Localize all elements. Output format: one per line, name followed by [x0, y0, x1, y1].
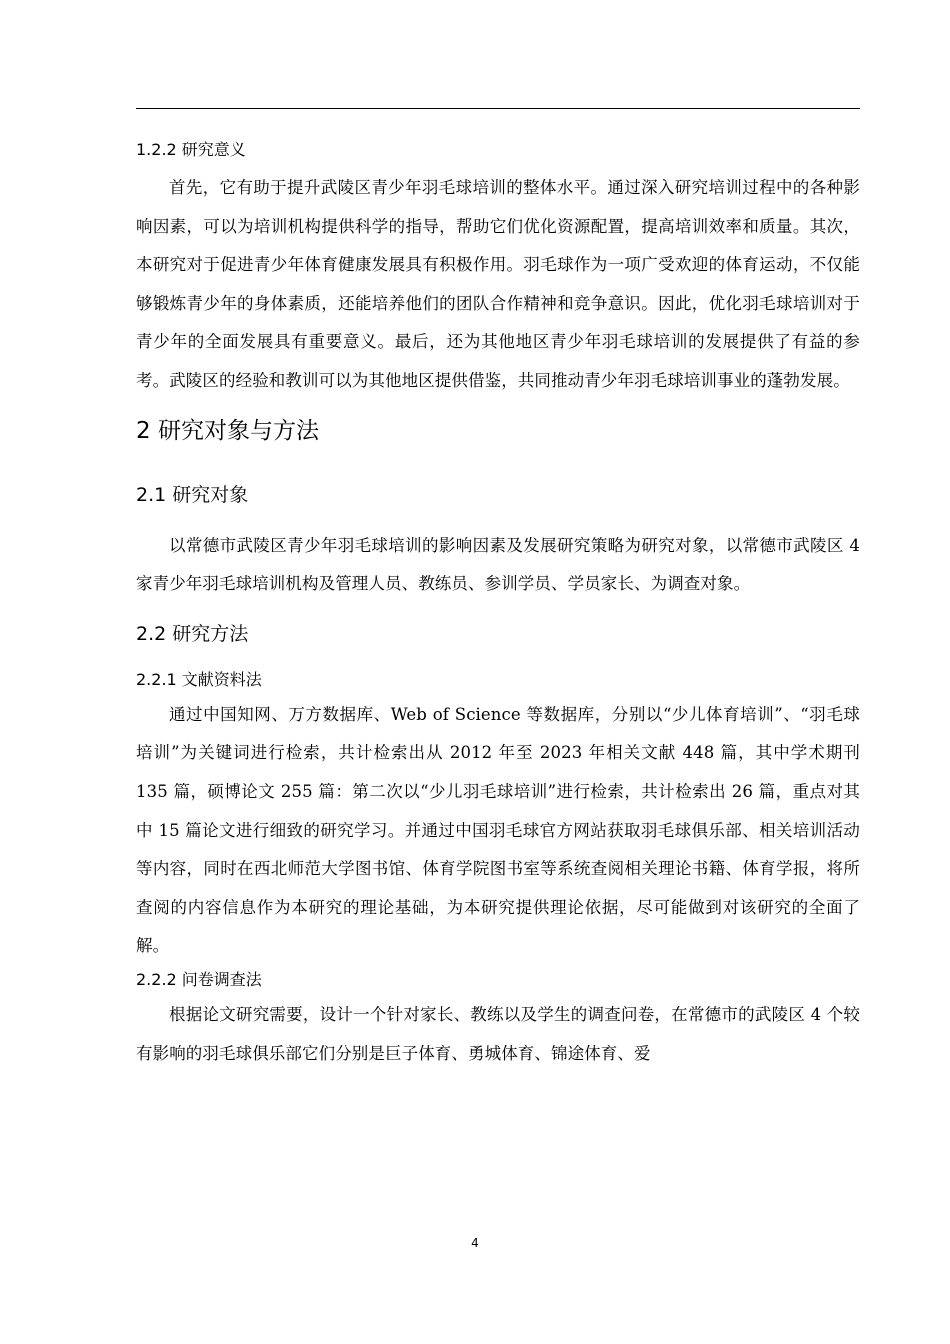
page-content — [136, 136, 860, 1073]
heading-2-2-1: 2.2.1 文献资料法 — [136, 669, 262, 689]
heading-1-2-2: 1.2.2 研究意义 — [136, 140, 246, 159]
paragraph-literature-method: 通过中国知网、万方数据库、Web of Science 等数据库，分别以“少儿体育培训”、“羽毛球培训”为关键词进行检索，共计检索出从 2012 年至 2023 年相关文献 448 篇，其中学术期刊 135 篇，硕博论文 255 篇：第二次以“少儿羽毛球培训”进行检索，共计检索出 26 篇，重点对其中 15 篇论文进行细致的研究学习。并通过中国羽毛球官方网站获取羽毛球俱乐部、相关培训活动等内容，同时在西北师范大学图书馆、体育学院图书室等系统查阅相关理论书籍、体育学报，将所查阅的内容信息作为本研究的理论基础，为本研究提供理论依据，尽可能做到对该研究的全面了解。 — [136, 704, 860, 956]
heading-2: 2 研究对象与方法 — [136, 417, 319, 444]
paragraph-questionnaire-method: 根据论文研究需要，设计一个针对家长、教练以及学生的调查问卷，在常德市的武陵区 4 个较有影响的羽毛球俱乐部它们分别是巨子体育、勇城体育、锦途体育、爱 — [136, 1004, 860, 1063]
heading-2-2-2: 2.2.2 问卷调查法 — [136, 969, 262, 989]
paragraph-research-significance: 首先，它有助于提升武陵区青少年羽毛球培训的整体水平。通过深入研究培训过程中的各种影响因素，可以为培训机构提供科学的指导，帮助它们优化资源配置，提高培训效率和质量。其次，本研究对于促进青少年体育健康发展具有积极作用。羽毛球作为一项广受欢迎的体育运动，不仅能够锻炼青少年的身体素质，还能培养他们的团队合作精神和竞争意识。因此，优化羽毛球培训对于青少年的全面发展具有重要意义。最后，还为其他地区青少年羽毛球培训的发展提供了有益的参考。武陵区的经验和教训可以为其他地区提供借鉴，共同推动青少年羽毛球培训事业的蓬勃发展。 — [136, 178, 860, 390]
heading-2-1: 2.1 研究对象 — [136, 483, 249, 506]
header-rule — [136, 108, 860, 109]
heading-2-2: 2.2 研究方法 — [136, 622, 249, 645]
page-number: 4 — [471, 1236, 479, 1250]
paragraph-research-object: 以常德市武陵区青少年羽毛球培训的影响因素及发展研究策略为研究对象，以常德市武陵区 4 家青少年羽毛球培训机构及管理人员、教练员、参训学员、学员家长、为调查对象。 — [136, 535, 860, 594]
